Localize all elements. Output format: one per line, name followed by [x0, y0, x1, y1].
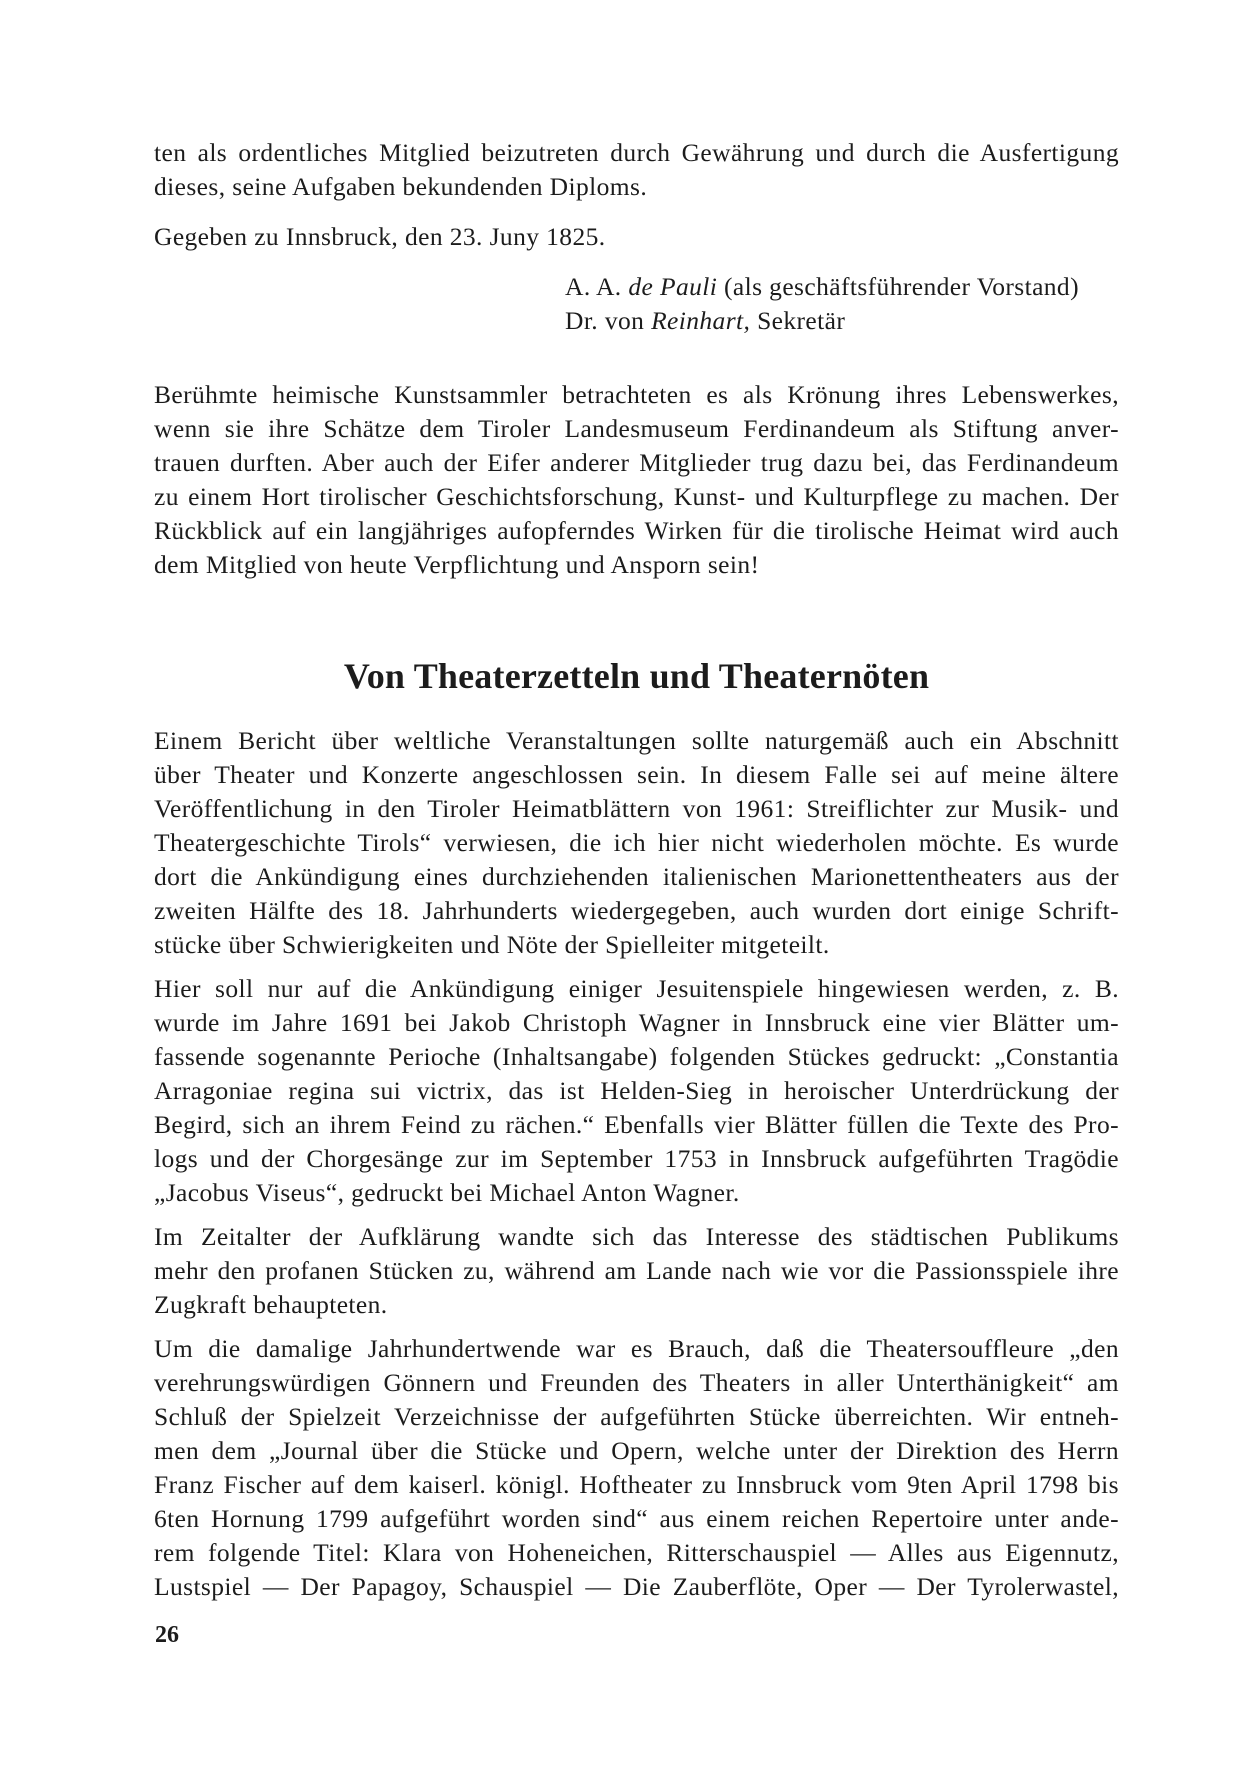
- section-heading: Von Theaterzetteln und Theaternöten: [343, 656, 930, 696]
- text-line: zweiten Hälfte des 18. Jahrhunderts wiedergegeben, auch wurden dort einige Schrift-: [154, 896, 1119, 925]
- text-line: mehr den profanen Stücken zu, während am Lande nach wie vor die Passionsspiele ihre: [154, 1256, 1119, 1285]
- text-line: fassende sogenannte Perioche (Inhaltsangabe) folgenden Stückes gedruckt: „Constantia: [154, 1042, 1119, 1071]
- page-body: [154, 136, 1119, 1604]
- text-line: „Jacobus Viseus“, gedruckt bei Michael Anton Wagner.: [154, 1178, 740, 1207]
- text-line: 6ten Hornung 1799 aufgeführt worden sind“ aus einem reichen Repertoire unter ande-: [154, 1504, 1119, 1533]
- signature-prefix: Dr. von: [565, 306, 652, 335]
- text-line: zu einem Hort tirolischer Geschichtsforschung, Kunst- und Kulturpflege zu machen. Der: [154, 482, 1119, 511]
- text-line: wenn sie ihre Schätze dem Tiroler Landesmuseum Ferdinandeum als Stiftung anver-: [154, 414, 1119, 443]
- theater-paragraph-4: [154, 1332, 1119, 1604]
- theater-paragraph-2: [154, 972, 1119, 1210]
- signature-prefix: A. A.: [565, 272, 629, 301]
- text-line: Einem Bericht über weltliche Veranstaltungen sollte naturgemäß auch ein Abschnitt: [154, 726, 1119, 755]
- text-line: rem folgende Titel: Klara von Hoheneichen, Ritterschauspiel — Alles aus Eigennutz,: [154, 1538, 1119, 1567]
- text-line: logs und der Chorgesänge zur im September 1753 in Innsbruck aufgeführten Tragödie: [154, 1144, 1119, 1173]
- text-line: Hier soll nur auf die Ankündigung einiger Jesuitenspiele hingewiesen werden, z. B.: [154, 974, 1119, 1003]
- signature-name: de Pauli: [628, 272, 718, 301]
- text-line: Theatergeschichte Tirols“ verwiesen, die ich hier nicht wiederholen möchte. Es wurde: [154, 828, 1119, 857]
- text-line: men dem „Journal über die Stücke und Opern, welche unter der Direktion des Herrn: [154, 1436, 1119, 1465]
- dated-line: [154, 220, 1119, 254]
- text-line: Lustspiel — Der Papagoy, Schauspiel — Die Zauberflöte, Oper — Der Tyrolerwastel,: [154, 1572, 1119, 1601]
- page-number: 26: [155, 1622, 179, 1648]
- text-line: ten als ordentliches Mitglied beizutreten durch Gewährung und durch die Ausfertigung: [154, 138, 1119, 167]
- text-line: stücke über Schwierigkeiten und Nöte der Spielleiter mitgeteilt.: [154, 930, 830, 959]
- text-line: wurde im Jahre 1691 bei Jakob Christoph Wagner in Innsbruck eine vier Blätter um-: [154, 1008, 1119, 1037]
- text-line: Zugkraft behaupteten.: [154, 1290, 388, 1319]
- text-line: verehrungswürdigen Gönnern und Freunden des Theaters in aller Unterthänigkeit“ am: [154, 1368, 1119, 1397]
- text-line: Schluß der Spielzeit Verzeichnisse der aufgeführten Stücke überreichten. Wir entneh-: [154, 1402, 1119, 1431]
- text-line: dort die Ankündigung eines durchziehenden italienischen Marionettentheaters aus der: [154, 862, 1119, 891]
- text-line: Franz Fischer auf dem kaiserl. königl. Hoftheater zu Innsbruck vom 9ten April 1798 bis: [154, 1470, 1119, 1499]
- text-line: Veröffentlichung in den Tiroler Heimatblättern von 1961: Streiflichter zur Musik- und: [154, 794, 1119, 823]
- collectors-paragraph: [154, 378, 1119, 582]
- signature-line-1: [565, 270, 1119, 304]
- text-line: trauen durften. Aber auch der Eifer anderer Mitglieder trug dazu bei, das Ferdinandeum: [154, 448, 1119, 477]
- text-line: Rückblick auf ein langjähriges aufopferndes Wirken für die tirolische Heimat wird auch: [154, 516, 1119, 545]
- text-line: Arragoniae regina sui victrix, das ist Helden-Sieg in heroischer Unterdrückung der: [154, 1076, 1119, 1105]
- text-line: dem Mitglied von heute Verpflichtung und Ansporn sein!: [154, 550, 760, 579]
- theater-paragraph-1: [154, 724, 1119, 962]
- signature-line-2: [565, 304, 1119, 338]
- text-line: dieses, seine Aufgaben bekundenden Diploms.: [154, 172, 648, 201]
- signature-name: Reinhart,: [651, 306, 751, 335]
- text-line: Im Zeitalter der Aufklärung wandte sich das Interesse des städtischen Publikums: [154, 1222, 1119, 1251]
- text-line: Berühmte heimische Kunstsammler betrachteten es als Krönung ihres Lebenswerkes,: [154, 380, 1119, 409]
- signature-role: (als geschäftsführender Vorstand): [717, 272, 1079, 301]
- text-line: über Theater und Konzerte angeschlossen sein. In diesem Falle sei auf meine ältere: [154, 760, 1119, 789]
- text-line: Gegeben zu Innsbruck, den 23. Juny 1825.: [154, 222, 606, 251]
- theater-paragraph-3: [154, 1220, 1119, 1322]
- text-line: Um die damalige Jahrhundertwende war es Brauch, daß die Theatersouffleure „den: [154, 1334, 1119, 1363]
- signature-block: [565, 270, 1119, 338]
- text-line: Begird, sich an ihrem Feind zu rächen.“ Ebenfalls vier Blätter füllen die Texte des Pro-: [154, 1110, 1119, 1139]
- intro-paragraph: [154, 136, 1119, 204]
- signature-role: Sekretär: [750, 306, 846, 335]
